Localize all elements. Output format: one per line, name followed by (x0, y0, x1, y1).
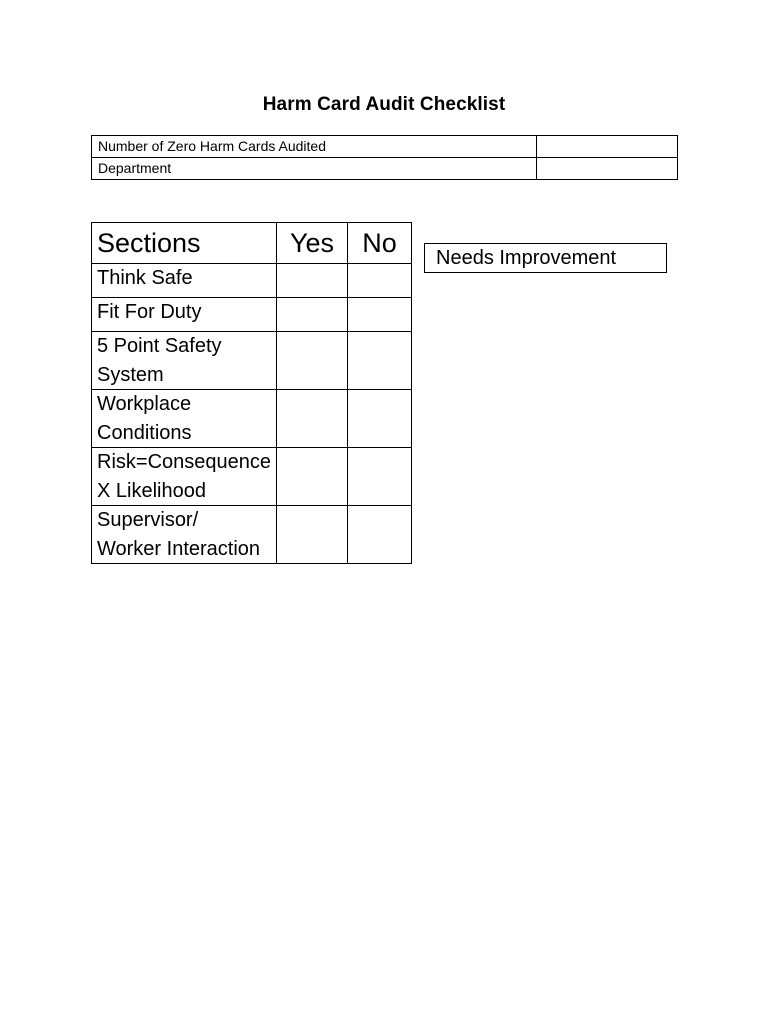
no-cell-risk[interactable] (348, 448, 412, 506)
section-label-line: Think Safe (97, 267, 193, 289)
table-row (92, 136, 678, 158)
section-label-line: Worker Interaction (97, 537, 261, 560)
table-row (92, 298, 412, 332)
page-title: Harm Card Audit Checklist (262, 94, 506, 115)
needs-improvement-box[interactable] (424, 243, 667, 273)
no-cell-fit-for-duty[interactable] (348, 298, 412, 332)
department-label: Department (92, 158, 537, 180)
cards-audited-field[interactable] (537, 136, 678, 158)
cards-audited-label: Number of Zero Harm Cards Audited (92, 136, 537, 158)
section-label-think-safe (92, 264, 277, 298)
audit-info-table (91, 135, 678, 180)
no-cell-workplace-conditions[interactable] (348, 390, 412, 448)
yes-cell-workplace-conditions[interactable] (277, 390, 348, 448)
yes-cell-think-safe[interactable] (277, 264, 348, 298)
section-label-line: Fit For Duty (97, 301, 202, 323)
yes-cell-risk[interactable] (277, 448, 348, 506)
no-cell-5-point-safety[interactable] (348, 332, 412, 390)
sections-header: Sections (92, 223, 277, 264)
section-label-5-point-safety (92, 332, 277, 390)
table-row (92, 158, 678, 180)
section-label-line: 5 Point Safety (97, 335, 222, 357)
needs-improvement-label: Needs Improvement (436, 247, 617, 269)
header-row (92, 223, 412, 264)
yes-header: Yes (277, 223, 348, 264)
no-cell-supervisor-worker[interactable] (348, 506, 412, 564)
section-label-line: Risk=Consequence (97, 451, 271, 473)
section-label-line: Conditions (97, 421, 192, 444)
section-label-supervisor-worker (92, 506, 277, 564)
section-label-line: X Likelihood (97, 479, 206, 502)
section-label-risk (92, 448, 277, 506)
yes-cell-fit-for-duty[interactable] (277, 298, 348, 332)
no-header: No (348, 223, 412, 264)
yes-cell-5-point-safety[interactable] (277, 332, 348, 390)
table-row (92, 264, 412, 298)
department-field[interactable] (537, 158, 678, 180)
section-label-line: System (97, 363, 164, 386)
table-row (92, 390, 412, 448)
table-row (92, 332, 412, 390)
yes-cell-supervisor-worker[interactable] (277, 506, 348, 564)
table-row (92, 506, 412, 564)
no-cell-think-safe[interactable] (348, 264, 412, 298)
sections-checklist-table (91, 222, 412, 564)
section-label-line: Supervisor/ (97, 509, 199, 531)
section-label-fit-for-duty (92, 298, 277, 332)
section-label-workplace-conditions (92, 390, 277, 448)
table-row (92, 448, 412, 506)
section-label-line: Workplace (97, 393, 192, 415)
